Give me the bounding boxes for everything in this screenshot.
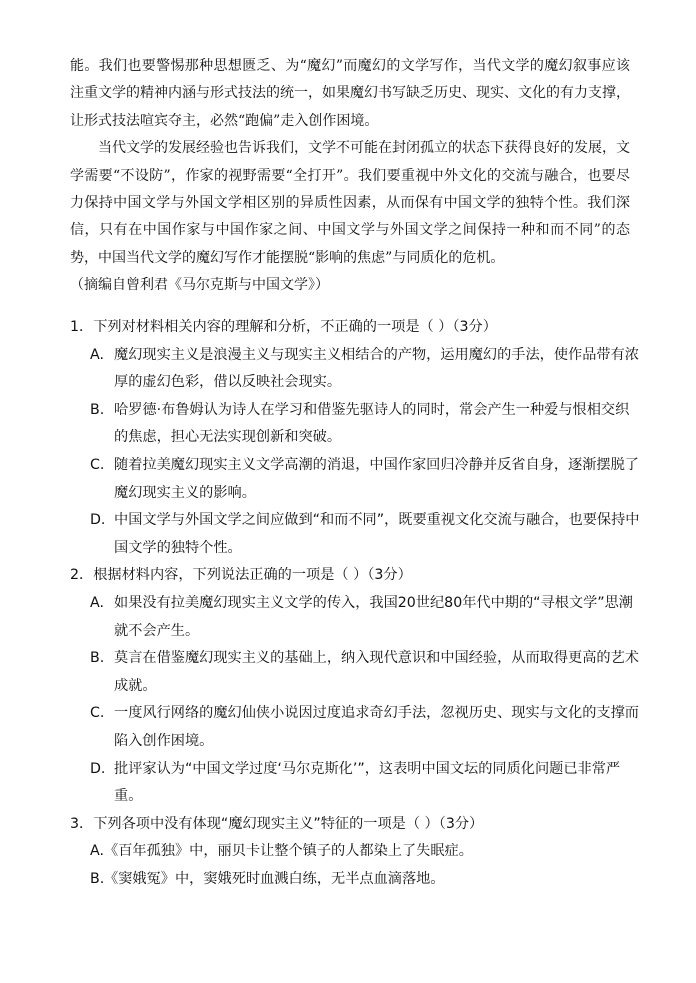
question-2 <box>70 562 640 810</box>
option-a[interactable] <box>90 590 640 645</box>
option-c[interactable] <box>90 452 640 507</box>
option-text: 批评家认为“中国文学过度‘马尔克斯化’”，这表明中国文坛的同质化问题已非常严重。 <box>114 760 621 805</box>
option-label: B. <box>90 650 105 667</box>
passage-paragraph: 能。我们也要警惕那种思想匮乏、为“魔幻”而魔幻的文学写作，当代文学的魔幻叙事应该注重文学的精神内涵与形式技法的统一，如果魔幻书写缺乏历史、现实、文化的有力支撑，让形式技法喧宾夺主，必然“跑偏”走入创作困境。 <box>70 58 630 129</box>
option-c[interactable] <box>90 700 640 755</box>
option-label: D. <box>90 512 106 529</box>
passage-source: （摘编自曾利君《马尔克斯与中国文学》） <box>70 277 329 294</box>
option-d[interactable] <box>90 507 640 562</box>
option-text: 如果没有拉美魔幻现实主义文学的传入，我国20世纪80年代中期的“寻根文学”思潮就不会产生。 <box>114 594 633 639</box>
option-a[interactable] <box>90 838 640 866</box>
option-text: 一度风行网络的魔幻仙侠小说因过度追求奇幻手法，忽视历史、现实与文化的支撑而陷入创作困境。 <box>114 705 639 749</box>
option-b[interactable] <box>90 397 640 452</box>
question-list <box>70 314 640 893</box>
option-d[interactable] <box>90 756 640 811</box>
option-label: B. <box>90 401 105 418</box>
question-stem: 2．根据材料内容，下列说法正确的一项是（ ）（3分） <box>70 567 412 584</box>
option-a[interactable] <box>90 342 640 397</box>
option-text: 莫言在借鉴魔幻现实主义的基础上，纳入现代意识和中国经验，从而取得更高的艺术成就。 <box>114 650 639 694</box>
option-label: D. <box>90 760 106 777</box>
option-b[interactable] <box>90 645 640 700</box>
option-label: A. <box>90 594 104 611</box>
question-stem: 3．下列各项中没有体现“魔幻现实主义”特征的一项是（ ）（3分） <box>70 815 484 832</box>
option-text: 哈罗德·布鲁姆认为诗人在学习和借鉴先驱诗人的同时，常会产生一种爱与恨相交织的焦虑，担心无法实现创新和突破。 <box>114 401 630 446</box>
option-text: 魔幻现实主义是浪漫主义与现实主义相结合的产物，运用魔幻的手法，使作品带有浓厚的虚幻色彩，借以反映社会现实。 <box>114 346 639 391</box>
option-text: 《窦娥冤》中，窦娥死时血溅白练，无半点血滴落地。 <box>104 870 445 887</box>
option-label: A. <box>90 346 104 363</box>
option-label: C. <box>90 456 105 473</box>
option-text: 中国文学与外国文学之间应做到“和而不同”，既要重视文化交流与融合，也要保持中国文学的独特个性。 <box>114 512 640 556</box>
reading-passage <box>70 53 630 300</box>
option-text: 随着拉美魔幻现实主义文学高潮的消退，中国作家回归冷静并反省自身，逐渐摆脱了魔幻现实主义的影响。 <box>114 456 639 501</box>
question-stem: 1．下列对材料相关内容的理解和分析，不正确的一项是（ ）（3分） <box>70 319 497 335</box>
passage-paragraph: 当代文学的发展经验也告诉我们，文学不可能在封闭孤立的状态下获得良好的发展，文学需要“不设防”，作家的视野需要“全打开”。我们要重视中外文化的交流与融合，也要尽力保持中国文学与外国文学相区别的异质性因素，从而保有中国文学的独特个性。我们深信，只有在中国作家与中国作家之间、中国文学与外国文学之间保持一种和而不同”的态势，中国当代文学的魔幻写作才能摆脱“影响的焦虑”与同质化的危机。 <box>70 140 630 266</box>
option-label: C. <box>90 705 105 722</box>
option-text: 《百年孤独》中，丽贝卡让整个镇子的人都染上了失眠症。 <box>104 843 473 860</box>
option-label: B. <box>90 870 105 887</box>
question-3 <box>70 811 640 894</box>
option-label: A. <box>90 843 104 860</box>
question-1 <box>70 314 640 562</box>
option-b[interactable] <box>90 866 640 894</box>
